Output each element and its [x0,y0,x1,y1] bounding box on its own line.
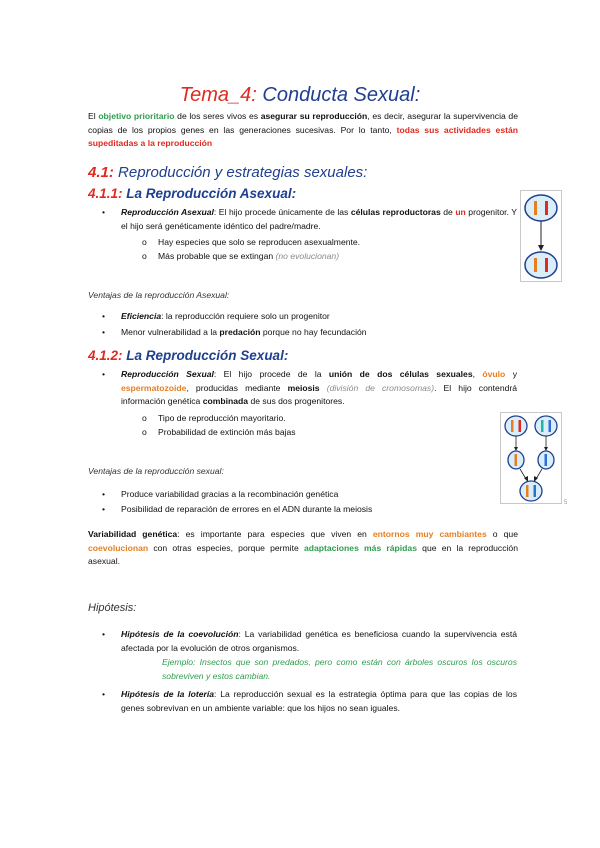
section-4-1-1-heading: 4.1.1: La Reproducción Asexual: [88,186,297,201]
hipotesis-heading: Hipótesis: [88,602,137,614]
asexual-point-2: o Más probable que se extingan (no evolucionan) [142,251,340,261]
intro-paragraph: El objetivo prioritario de los seres vivos es asegurar su reproducción, es decir, asegurar la supervivencia de copias de los propios genes en las generaciones sucesivas. Por lo tanto, todas sus actividades están supeditadas a la reproducción [88,111,519,148]
ventaja-asexual-2: • Menor vulnerabilidad a la predación porque no hay fecundación [102,327,367,337]
ventaja-sexual-1: • Produce variabilidad gracias a la recombinación genética [102,489,339,499]
child-cell [525,252,557,278]
objetivo-highlight: objetivo prioritario [98,111,175,121]
variabilidad-paragraph: Variabilidad genética: es importante para especies que viven en entornos muy cambiantes o que coevolucionan con otras especies, porque permite adaptaciones más rápidas que en la reproducción asexual. [88,529,518,566]
page-title [0,84,600,107]
ventaja-sexual-2: • Posibilidad de reparación de errores en el ADN durante la meiosis [102,504,373,514]
zygote-cell [520,481,542,501]
parent-cell-1 [505,416,527,436]
sexual-point-1: o Tipo de reproducción mayoritario. [142,413,286,423]
chromosome-red [545,201,548,215]
section-4-1-heading: 4.1: Reproducción y estrategias sexuales: [88,164,368,181]
parent-cell-2 [535,416,557,436]
asexual-diagram [520,190,562,282]
hipotesis-loteria: • Hipótesis de la lotería: La reproducción sexual es la estrategia óptima para que las copias de los genes sobrevivan en un ambiente variable: que los hijos no sean iguales. [102,689,517,713]
ventajas-sexual-heading: Ventajas de la reproducción sexual: [88,466,224,476]
hipotesis-example: Ejemplo: Insectos que son predados, pero como están con árboles oscuros los oscuros sobreviven y estos cambian. [162,657,517,681]
chromosome-red [545,258,548,272]
chromosome-orange [534,201,537,215]
sexual-point-2: o Probabilidad de extinción más bajas [142,427,296,437]
title-number: Tema_4: [179,84,257,106]
ventajas-asexual-heading: Ventajas de la reproducción Asexual: [88,290,230,300]
sexual-definition: • Reproducción Sexual: El hijo procede de la unión de dos células sexuales, óvulo y espermatozoide, producidas mediante meiosis (división de cromosomas). El hijo contendrá información genética combinada de sus dos progenitores. [102,369,518,406]
chromosome-orange [534,258,537,272]
asexual-definition: • Reproducción Asexual: El hijo procede únicamente de las células reproductoras de un progenitor. Y el hijo será genéticamente idéntico del padre/madre. [102,207,517,231]
todas-highlight: todas sus actividades están supeditadas a la reproducción [88,124,519,148]
section-4-1-2-heading: 4.1.2: La Reproducción Sexual: [88,348,289,363]
page-number: 5 [564,500,568,506]
ventaja-asexual-1: • Eficiencia: la reproducción requiere solo un progenitor [102,311,330,321]
hipotesis-coevolucion: • Hipótesis de la coevolución: La variabilidad genética es beneficiosa cuando la supervivencia está afectada por la evolución de otros organismos. [102,629,517,653]
asexual-point-1: o Hay especies que solo se reproducen asexualmente. [142,237,361,247]
title-text: Conducta Sexual: [256,84,421,106]
parent-cell [525,195,557,221]
